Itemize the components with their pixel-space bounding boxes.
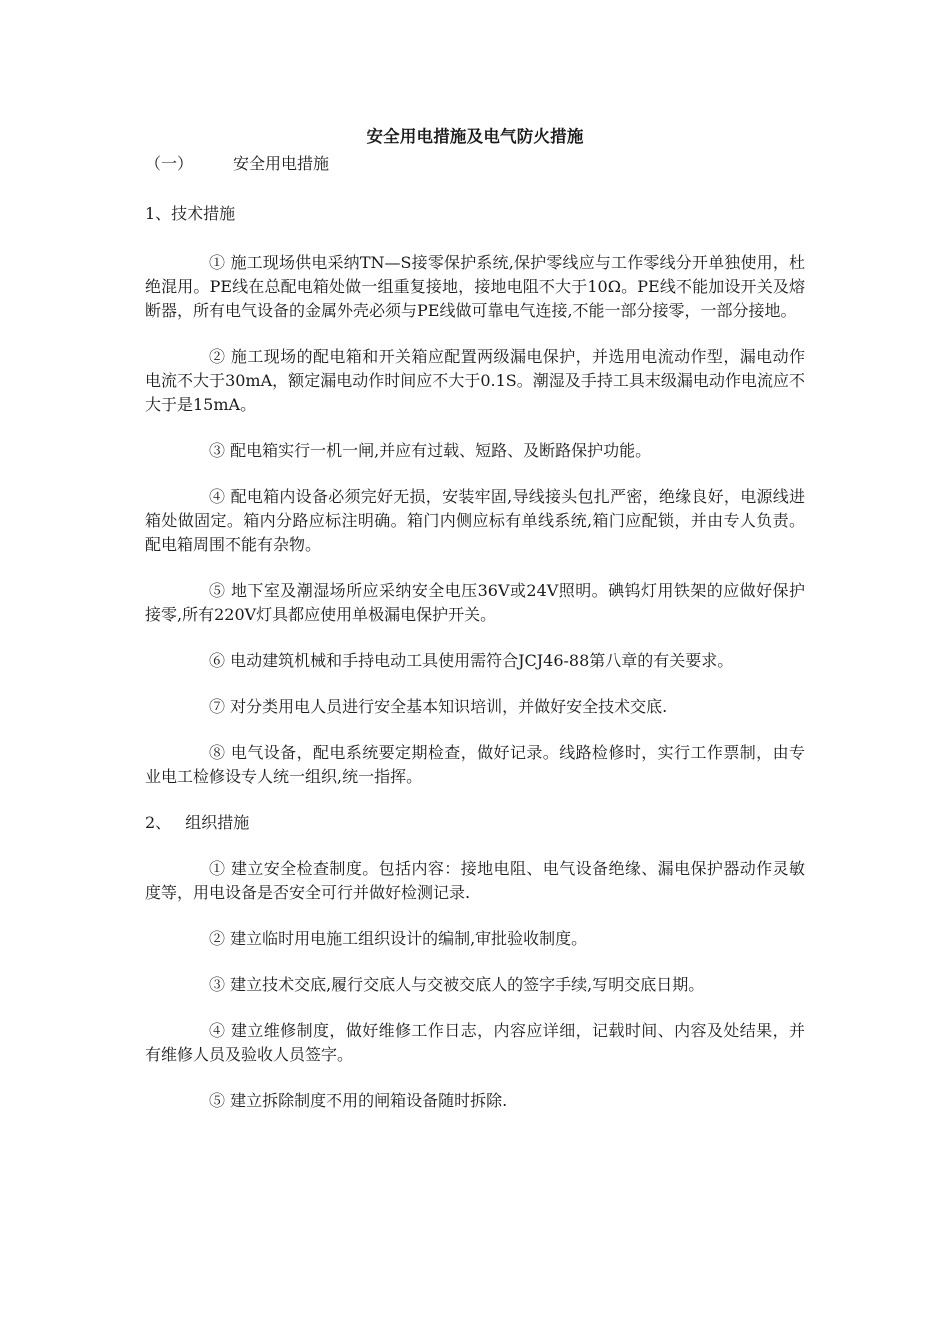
organizational-measures-heading (145, 811, 805, 835)
section-title: 安全用电措施 (233, 154, 330, 173)
technical-item-3: ③ 配电箱实行一机一闸,并应有过载、短路、及断路保护功能。 (209, 441, 652, 460)
technical-item-2: ② 施工现场的配电箱和开关箱应配置两级漏电保护，并选用电流动作型，漏电动作电流不大于30mA，额定漏电动作时间应不大于0.1S。潮湿及手持工具末级漏电动作电流应不大于是15mA。 (145, 347, 805, 414)
technical-item-5: ⑤ 地下室及潮湿场所应采纳安全电压36V或24V照明。碘钨灯用铁架的应做好保护接零,所有220V灯具都应使用单极漏电保护开关。 (145, 581, 805, 624)
section-number: （一） (145, 154, 194, 173)
organizational-item-4: ④ 建立维修制度，做好维修工作日志，内容应详细，记载时间、内容及处结果，并有维修人员及验收人员签字。 (145, 1021, 805, 1064)
technical-item-4: ④ 配电箱内设备必须完好无损，安装牢固,导线接头包扎严密，绝缘良好，电源线进箱处做固定。箱内分路应标注明确。箱门内侧应标有单线系统,箱门应配锁，并由专人负责。配电箱周围不能有杂物。 (145, 487, 805, 554)
technical-item-7: ⑦ 对分类用电人员进行安全基本知识培训，并做好安全技术交底. (209, 697, 668, 716)
organizational-item-5: ⑤ 建立拆除制度不用的闸箱设备随时拆除. (209, 1091, 508, 1110)
technical-item-8: ⑧ 电气设备，配电系统要定期检查，做好记录。线路检修时，实行工作票制，由专业电工检修设专人统一组织,统一指挥。 (145, 743, 805, 786)
section-heading (145, 152, 805, 176)
document-page (145, 124, 805, 1113)
organizational-item-2: ② 建立临时用电施工组织设计的编制,审批验收制度。 (209, 929, 588, 948)
technical-item-1: ① 施工现场供电采纳TN—S接零保护系统,保护零线应与工作零线分开单独使用，杜绝混用。PE线在总配电箱处做一组重复接地，接地电阻不大于10Ω。PE线不能加设开关及熔断器，所有电气设备的金属外壳必须与PE线做可靠电气连接,不能一部分接零，一部分接地。 (145, 253, 805, 320)
organizational-title: 组织措施 (185, 813, 250, 832)
document-title: 安全用电措施及电气防火措施 (366, 127, 584, 146)
technical-item-6: ⑥ 电动建筑机械和手持电动工具使用需符合JCJ46-88第八章的有关要求。 (209, 651, 734, 670)
organizational-number: 2、 (145, 813, 172, 832)
technical-measures-heading: 1、技术措施 (145, 204, 236, 223)
organizational-item-3: ③ 建立技术交底,履行交底人与交被交底人的签字手续,写明交底日期。 (209, 975, 705, 994)
organizational-item-1: ① 建立安全检查制度。包括内容：接地电阻、电气设备绝缘、漏电保护器动作灵敏度等，用电设备是否安全可行并做好检测记录. (145, 859, 805, 902)
